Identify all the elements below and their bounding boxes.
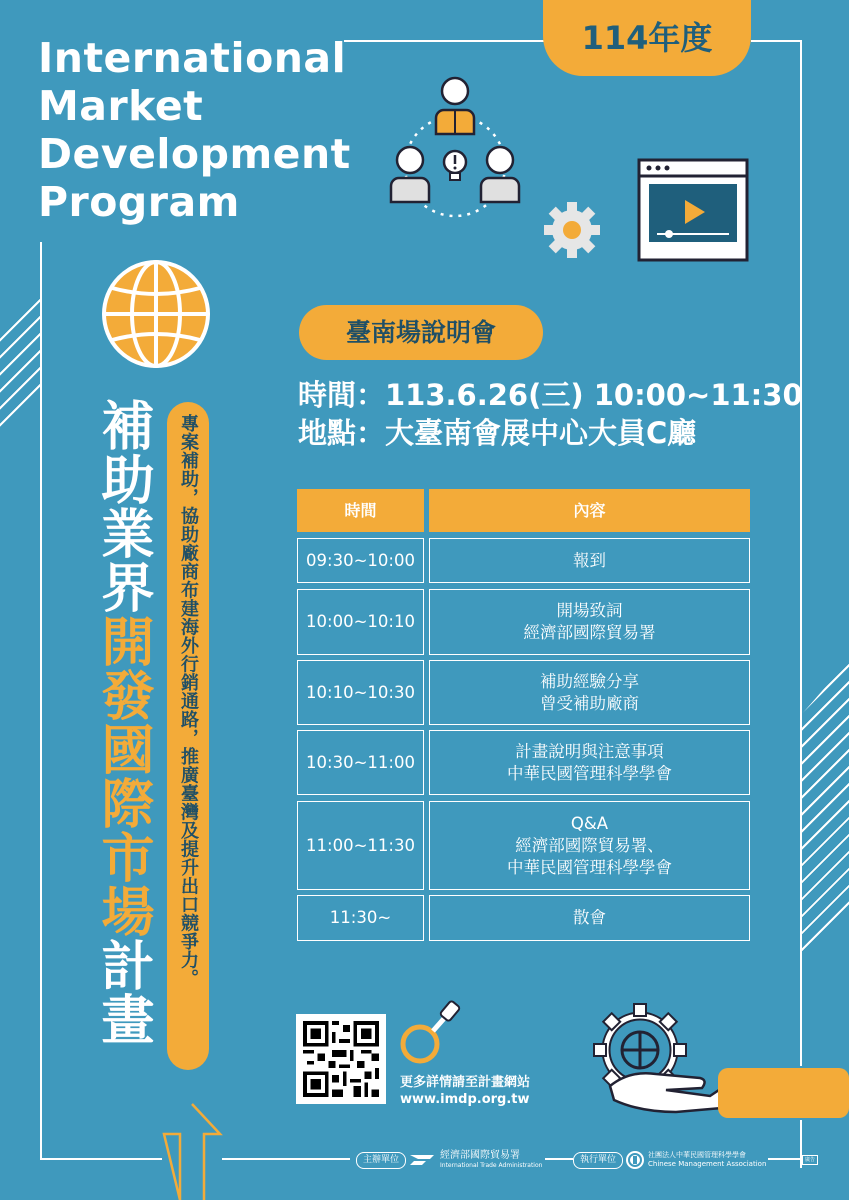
title-line: Market [38, 82, 204, 130]
exec-org [648, 1151, 766, 1169]
table-cell-time: 11:30~ [297, 895, 424, 941]
website-label: 更多詳情請至計畫網站 [400, 1075, 531, 1090]
title-line: Development [38, 130, 351, 178]
exec-label: 執行單位 [573, 1152, 623, 1169]
table-cell-time: 10:00~10:10 [297, 589, 424, 655]
table-cell-time: 11:00~11:30 [297, 801, 424, 890]
frame-bottom-line-right [222, 1158, 350, 1160]
frame-bottom-line-mid [545, 1158, 573, 1160]
program-title-zh [90, 398, 154, 1046]
table-cell-time: 10:30~11:00 [297, 730, 424, 795]
network-people-icon [388, 76, 522, 222]
table-header-content: 內容 [429, 489, 750, 532]
hatch-decoration-right [802, 660, 849, 960]
title-zh-part: 補助業界 [93, 398, 154, 614]
host-label: 主辦單位 [356, 1152, 406, 1169]
frame-top-line-right [751, 40, 801, 42]
program-title-en [38, 34, 351, 226]
video-player-icon [637, 158, 749, 262]
subtitle-text: 專案補助，協助廠商布建海外行銷通路，推廣臺灣及提升出口競爭力。 [178, 414, 199, 988]
table-cell-content: 散會 [429, 895, 750, 941]
session-place: 地點：大臺南會展中心大員C廳 [298, 416, 697, 450]
qr-code-icon[interactable] [296, 1014, 386, 1104]
hatch-decoration-left [0, 288, 40, 440]
exec-org-name: 社團法人中華民國管理科學學會 [648, 1151, 746, 1159]
table-cell-content: 補助經驗分享 曾受補助廠商 [429, 660, 750, 725]
website-info [400, 1074, 530, 1108]
magnifier-icon [398, 1000, 464, 1066]
host-org-name-en: International Trade Administration [440, 1162, 543, 1169]
table-header-time: 時間 [297, 489, 424, 532]
host-org-name: 經濟部國際貿易署 [440, 1150, 520, 1161]
website-url[interactable]: www.imdp.org.tw [400, 1092, 530, 1107]
exec-org-name-en: Chinese Management Association [648, 1160, 767, 1168]
frame-top-line [344, 40, 544, 42]
session-title: 臺南場說明會 [299, 305, 543, 360]
table-cell-content: 計畫說明與注意事項 中華民國管理科學學會 [429, 730, 750, 795]
table-cell-time: 10:10~10:30 [297, 660, 424, 725]
hand-gear-icon [590, 1000, 849, 1118]
host-org [440, 1150, 542, 1170]
up-arrow-icon [160, 1100, 224, 1200]
ad-label: 廣告 [802, 1155, 818, 1165]
frame-bottom-line-end [768, 1158, 800, 1160]
host-logo-icon [408, 1151, 436, 1167]
title-zh-highlight: 開發國際市場 [93, 614, 154, 938]
year-badge: 114年度 [543, 0, 751, 76]
session-time: 時間：113.6.26(三) 10:00~11:30 [298, 378, 803, 412]
table-cell-time: 09:30~10:00 [297, 538, 424, 583]
title-zh-part: 計畫 [93, 938, 154, 1046]
table-cell-content: 開場致詞 經濟部國際貿易署 [429, 589, 750, 655]
table-cell-content: Q&A 經濟部國際貿易署、 中華民國管理科學學會 [429, 801, 750, 890]
table-cell-content: 報到 [429, 538, 750, 583]
title-line: International [38, 34, 347, 82]
frame-right-line [800, 40, 802, 1066]
exec-logo-icon [625, 1150, 645, 1170]
gear-icon [540, 198, 604, 262]
frame-left-line [40, 242, 42, 1160]
title-line: Program [38, 178, 240, 226]
globe-icon [100, 258, 212, 370]
frame-bottom-line-left [40, 1158, 162, 1160]
